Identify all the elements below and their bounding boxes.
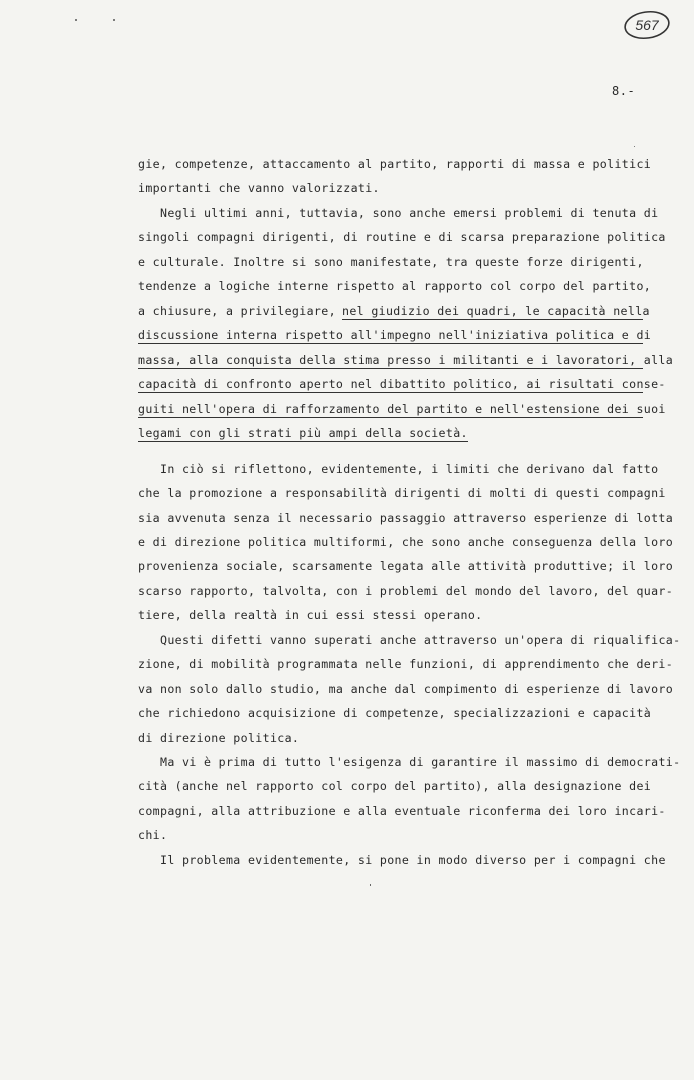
text-line: chi. [138, 828, 168, 842]
text-line: Il problema evidentemente, si pone in modo diverso per i compagni che [160, 853, 666, 867]
scan-speck [634, 146, 635, 147]
text-line: tendenze a logiche interne rispetto al rapporto col corpo del partito, [138, 279, 652, 293]
text-line: zione, di mobilità programmata nelle funzioni, di apprendimento che deri- [138, 657, 674, 671]
underlined-text: legami con gli strati più ampi della società. [138, 426, 468, 440]
scan-speck [75, 19, 77, 21]
text-line: compagni, alla attribuzione e alla eventuale riconferma dei loro incari- [138, 804, 666, 818]
text-line: tiere, della realtà in cui essi stessi operano. [138, 608, 483, 622]
archive-stamp [622, 8, 672, 42]
text-line: gie, competenze, attaccamento al partito, rapporti di massa e politici [138, 157, 652, 171]
text-line: a chiusure, a privilegiare, [138, 304, 336, 318]
underlined-text: discussione interna rispetto all'impegno nell'iniziativa politica e di [138, 328, 652, 342]
underlined-text: guiti nell'opera di rafforzamento del partito e nell'estensione dei suoi [138, 402, 666, 416]
text-line: di direzione politica. [138, 731, 300, 745]
text-line: e culturale. Inoltre si sono manifestate, tra queste forze dirigenti, [138, 255, 644, 269]
underlined-text: nel giudizio dei quadri, le capacità nella [342, 304, 650, 318]
underlined-text: capacità di confronto aperto nel dibattito politico, ai risultati conse- [138, 377, 666, 391]
text-line: Ma vi è prima di tutto l'esigenza di garantire il massimo di democrati- [160, 755, 681, 769]
text-line: che richiedono acquisizione di competenze, specializzazioni e capacità [138, 706, 652, 720]
text-line: scarso rapporto, talvolta, con i problemi del mondo del lavoro, del quar- [138, 584, 674, 598]
stamp-number: 567 [635, 17, 659, 33]
scan-speck [370, 884, 371, 886]
text-line: provenienza sociale, scarsamente legata alle attività produttive; il loro [138, 559, 674, 573]
text-line: importanti che vanno valorizzati. [138, 181, 380, 195]
text-line: e di direzione politica multiformi, che sono anche conseguenza della loro [138, 535, 674, 549]
text-line: che la promozione a responsabilità dirigenti di molti di questi compagni [138, 486, 666, 500]
text-line: In ciò si riflettono, evidentemente, i limiti che derivano dal fatto [160, 462, 659, 476]
scan-speck [113, 19, 115, 21]
text-line: singoli compagni dirigenti, di routine e di scarsa preparazione politica [138, 230, 666, 244]
text-line: va non solo dallo studio, ma anche dal compimento di esperienze di lavoro [138, 682, 674, 696]
text-line: Questi difetti vanno superati anche attraverso un'opera di riqualifica- [160, 633, 681, 647]
text-line: Negli ultimi anni, tuttavia, sono anche emersi problemi di tenuta di [160, 206, 659, 220]
text-line: sia avvenuta senza il necessario passaggio attraverso esperienze di lotta [138, 511, 674, 525]
underlined-text: massa, alla conquista della stima presso i militanti e i lavoratori, alla [138, 353, 674, 367]
page-number: 8.- [612, 84, 636, 98]
text-line: cità (anche nel rapporto col corpo del partito), alla designazione dei [138, 779, 652, 793]
